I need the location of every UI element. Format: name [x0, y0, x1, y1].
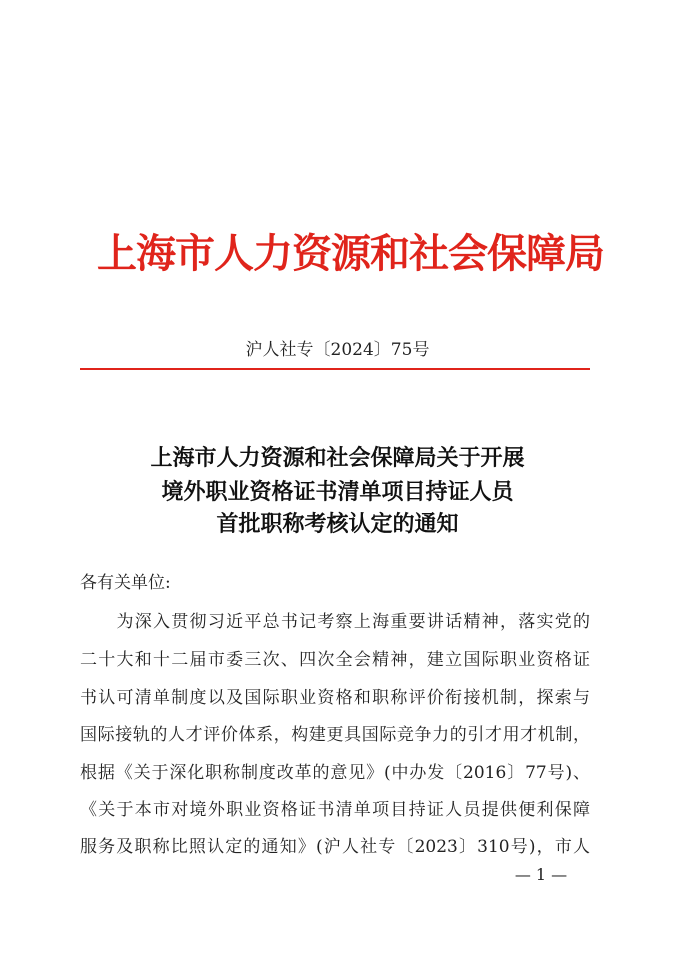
- body-line: 《关于本市对境外职业资格证书清单项目持证人员提供便利保障: [80, 800, 590, 820]
- body-line: 书认可清单制度以及国际职业资格和职称评价衔接机制，探索与: [80, 688, 590, 708]
- issuing-organization-header: 上海市人力资源和社会保障局: [97, 230, 604, 277]
- salutation: 各有关单位:: [80, 573, 171, 593]
- title-line-3: 首批职称考核认定的通知: [216, 511, 459, 537]
- document-number: 沪人社专〔2024〕75号: [245, 340, 430, 360]
- title-line-2: 境外职业资格证书清单项目持证人员: [161, 479, 514, 505]
- body-line: 根据《关于深化职称制度改革的意见》(中办发〔2016〕77号)、: [80, 763, 590, 783]
- body-line: 二十大和十二届市委三次、四次全会精神，建立国际职业资格证: [80, 650, 590, 670]
- body-line: 服务及职称比照认定的通知》(沪人社专〔2023〕310号)，市人: [80, 837, 590, 857]
- page-number: — 1 —: [514, 865, 568, 884]
- title-line-1: 上海市人力资源和社会保障局关于开展: [150, 445, 525, 471]
- body-line: 为深入贯彻习近平总书记考察上海重要讲话精神，落实党的: [80, 612, 590, 632]
- red-divider: [80, 368, 590, 370]
- body-line: 国际接轨的人才评价体系，构建更具国际竞争力的引才用才机制，: [80, 725, 590, 745]
